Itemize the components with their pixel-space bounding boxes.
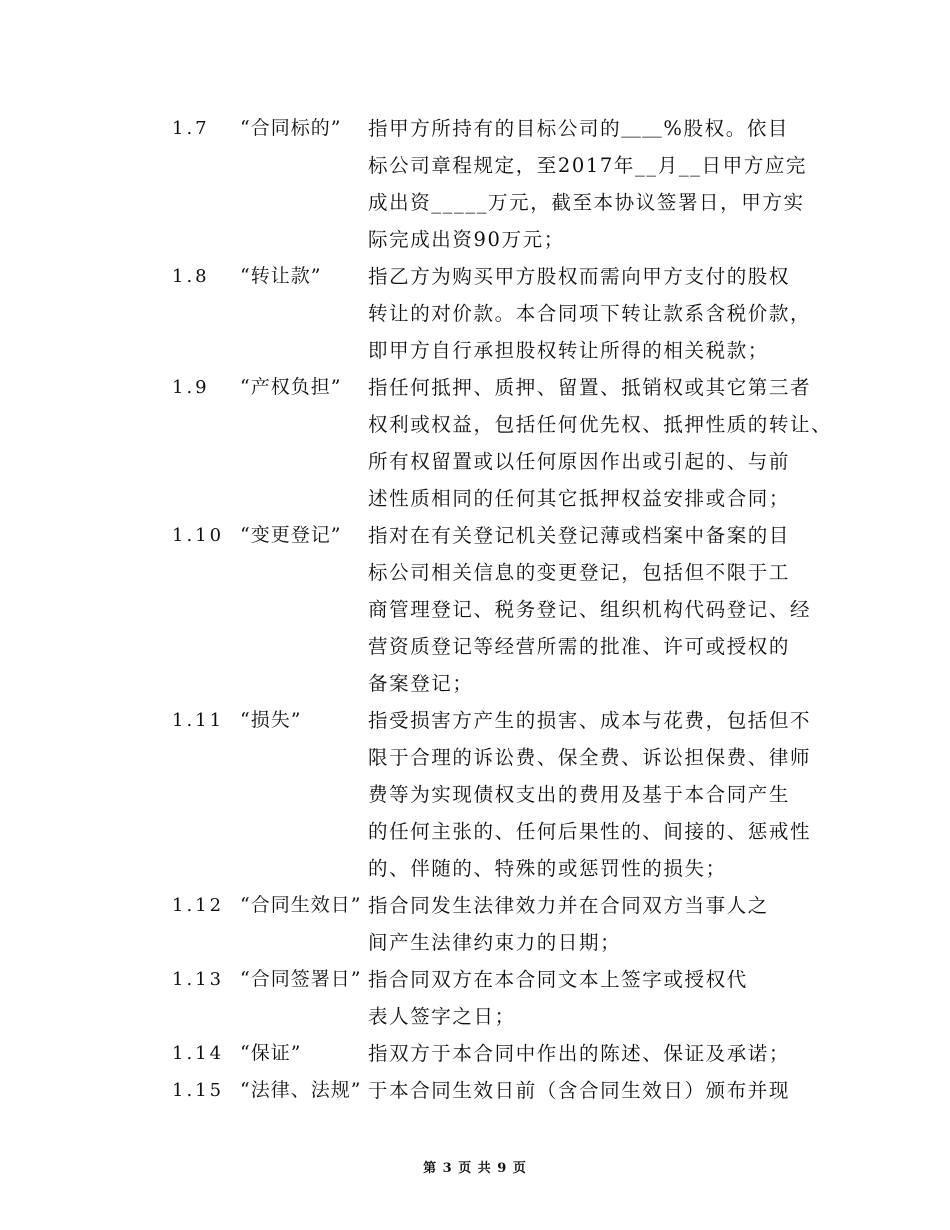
- defined-term: “合同标的”: [240, 117, 342, 139]
- definition-line: 指任何抵押、质押、留置、抵销权或其它第三者: [368, 376, 812, 399]
- definition-line: 指双方于本合同中作出的陈述、保证及承诺；: [368, 1042, 791, 1065]
- defined-term: “保证”: [240, 1042, 302, 1064]
- definition-line: 的任何主张的、任何后果性的、间接的、惩戒性: [368, 820, 812, 843]
- definition-line: 际完成出资90万元；: [368, 228, 565, 251]
- definition-text: [368, 702, 813, 887]
- definition-line: 商管理登记、税务登记、组织机构代码登记、经: [368, 598, 812, 621]
- definition-line: 指受损害方产生的损害、成本与花费，包括但不: [368, 709, 812, 732]
- definition-line: 指乙方为购买甲方股权而需向甲方支付的股权: [368, 265, 791, 288]
- definition-text: [368, 110, 813, 258]
- definition-text: [368, 887, 813, 961]
- clause-number: 1.15: [172, 1080, 225, 1101]
- definition-text: [368, 1035, 813, 1072]
- clause-number: 1.13: [172, 969, 225, 990]
- definition-line: 转让的对价款。本合同项下转让款系含税价款，: [368, 302, 812, 325]
- definition-line: 费等为实现债权支出的费用及基于本合同产生: [368, 783, 791, 806]
- definition-text: [368, 1072, 813, 1109]
- definition-line: 述性质相同的任何其它抵押权益安排或合同；: [368, 487, 791, 510]
- definition-line: 即甲方自行承担股权转让所得的相关税款；: [368, 339, 769, 362]
- definition-line: 标公司章程规定，至2017年__月__日甲方应完: [368, 154, 808, 177]
- clause-number: 1.7: [172, 118, 210, 139]
- definition-line: 间产生法律约束力的日期；: [368, 931, 622, 954]
- definition-line: 指对在有关登记机关登记薄或档案中备案的目: [368, 524, 791, 547]
- clause-number: 1.8: [172, 266, 210, 287]
- definition-line: 指合同发生法律效力并在合同双方当事人之: [368, 894, 769, 917]
- definition-text: [368, 517, 813, 702]
- definition-text: [368, 369, 833, 517]
- definition-line: 指甲方所持有的目标公司的＿＿%股权。依目: [368, 117, 790, 140]
- defined-term: “合同签署日”: [240, 968, 362, 990]
- definition-text: [368, 258, 813, 369]
- definition-line: 所有权留置或以任何原因作出或引起的、与前: [368, 450, 791, 473]
- definition-line: 的、伴随的、特殊的或惩罚性的损失；: [368, 857, 727, 880]
- clause-number: 1.11: [172, 710, 225, 731]
- defined-term: “损失”: [240, 709, 302, 731]
- definition-line: 成出资_____万元，截至本协议签署日，甲方实: [368, 191, 805, 214]
- definition-line: 权利或权益，包括任何优先权、抵押性质的转让、: [368, 413, 833, 436]
- definition-line: 标公司相关信息的变更登记，包括但不限于工: [368, 561, 791, 584]
- page-footer: 第 3 页 共 9 页: [423, 1161, 527, 1176]
- clause-number: 1.12: [172, 895, 225, 916]
- definition-line: 营资质登记等经营所需的批准、许可或授权的: [368, 635, 791, 658]
- definition-line: 限于合理的诉讼费、保全费、诉讼担保费、律师: [368, 746, 812, 769]
- clause-number: 1.9: [172, 377, 210, 398]
- definition-line: 指合同双方在本合同文本上签字或授权代: [368, 968, 748, 991]
- defined-term: “合同生效日”: [240, 894, 362, 916]
- definition-line: 表人签字之日；: [368, 1005, 516, 1028]
- clause-number: 1.14: [172, 1043, 225, 1064]
- definition-line: 备案登记；: [368, 672, 474, 695]
- defined-term: “转让款”: [240, 265, 322, 287]
- clause-number: 1.10: [172, 525, 225, 546]
- definition-text: [368, 961, 813, 1035]
- defined-term: “产权负担”: [240, 376, 342, 398]
- defined-term: “变更登记”: [240, 524, 342, 546]
- definition-line: 于本合同生效日前（含合同生效日）颁布并现: [368, 1079, 791, 1102]
- defined-term: “法律、法规”: [240, 1079, 362, 1101]
